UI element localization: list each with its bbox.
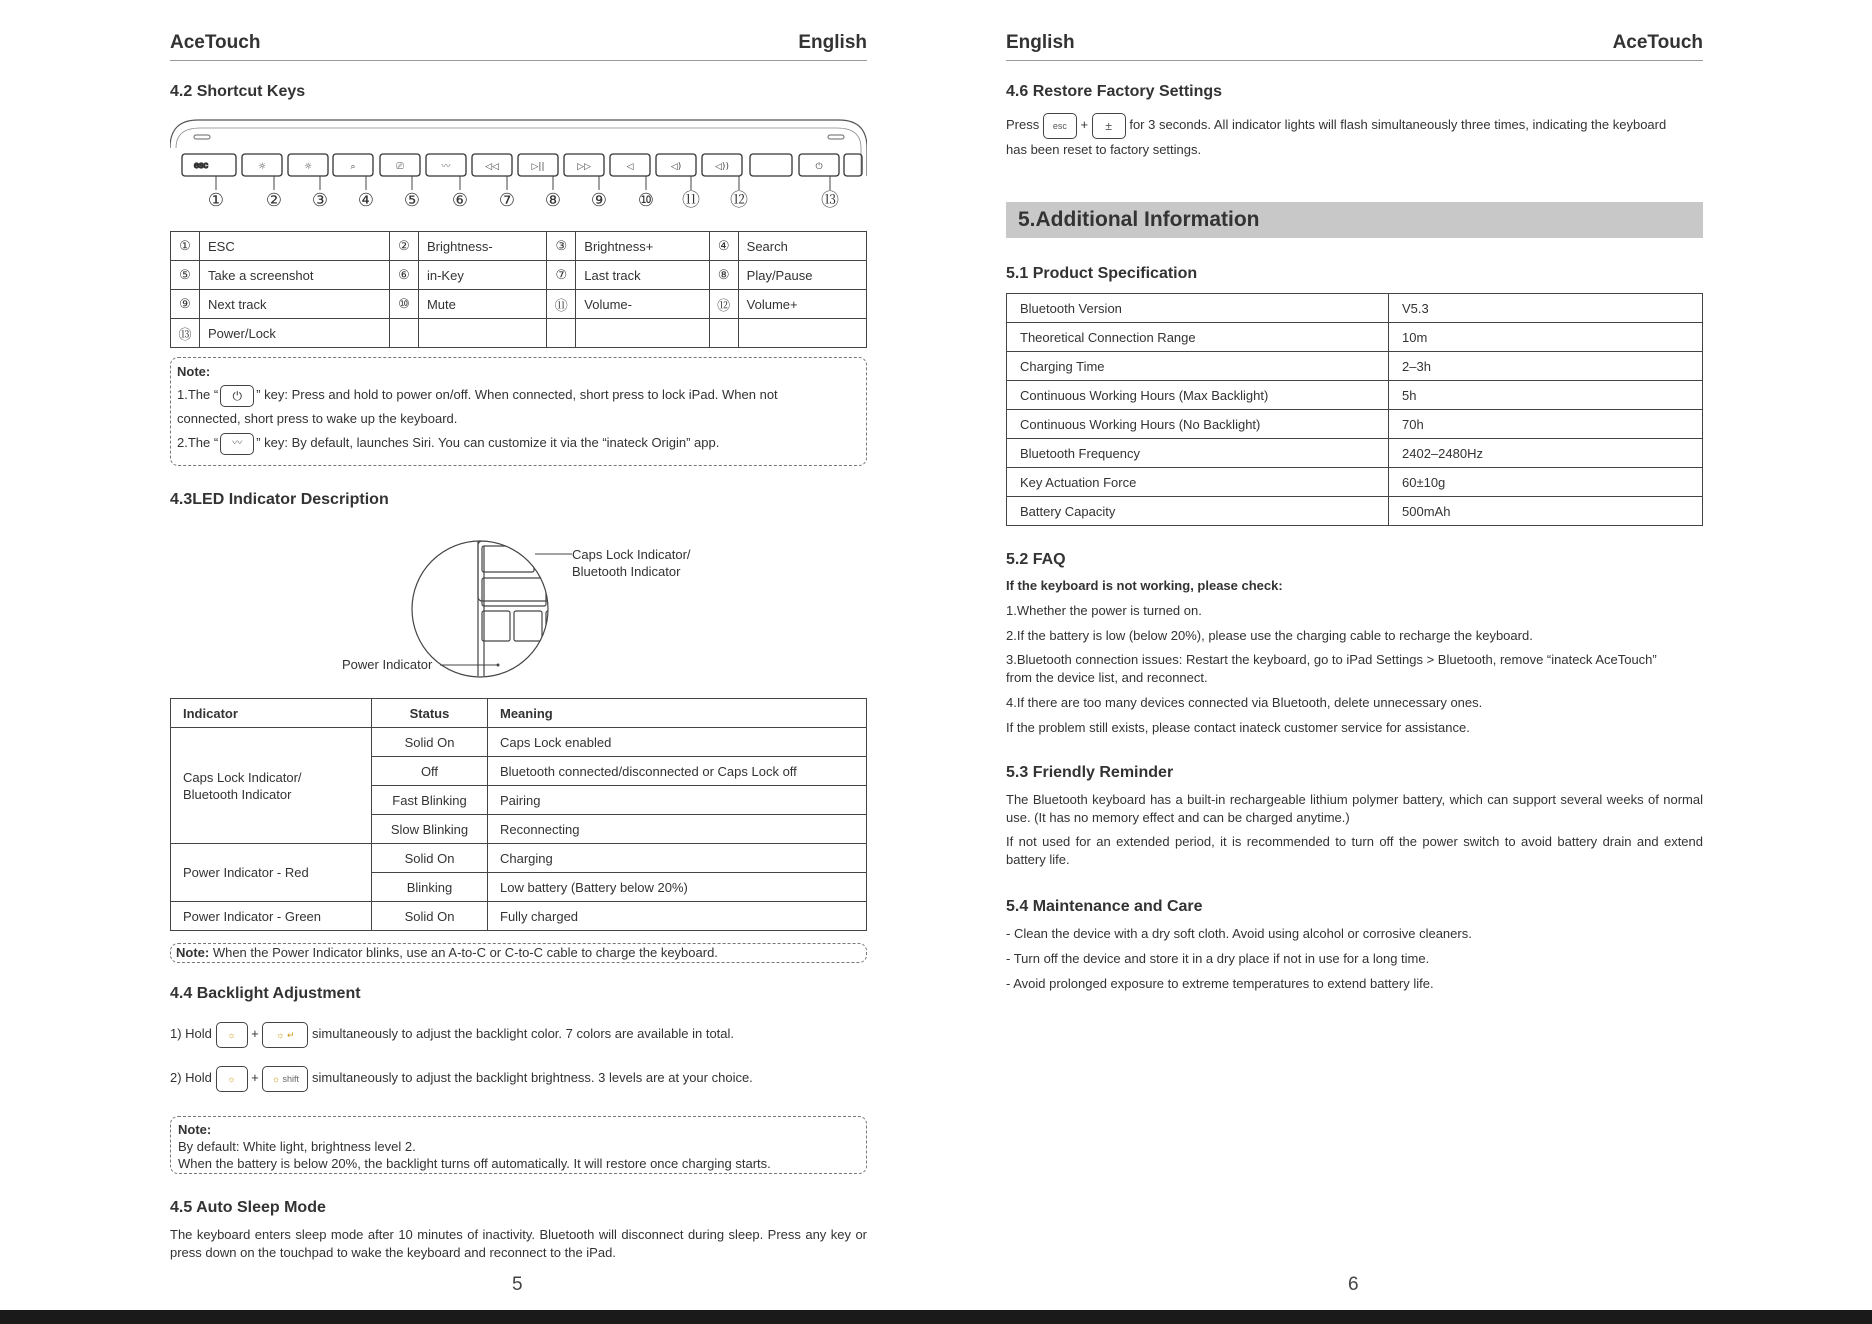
page-number: 6 — [1348, 1274, 1359, 1295]
key-glyph: ☼ — [303, 162, 313, 172]
led-group-power-red: Power Indicator - Red — [171, 844, 372, 902]
shortcut-label — [418, 319, 546, 348]
led-meaning: Bluetooth connected/disconnected or Caps Lock off — [488, 757, 867, 786]
backlight-note: Note: By default: White light, brightness level 2. When the battery is below 20%, the backlight turns off automatically. It will restore once charging starts. — [170, 1116, 867, 1174]
shortcut-number: ⑤ — [171, 261, 200, 290]
spec-title: 5.1 Product Specification — [1006, 265, 1198, 282]
faq-item: from the device list, and reconnect. — [1006, 670, 1208, 685]
led-status: Solid On — [372, 844, 488, 873]
shortcut-row — [171, 290, 867, 319]
note-line1-a: 1.The “ — [177, 387, 219, 402]
callout-number: ⑤ — [403, 190, 421, 210]
restore-line2: has been reset to factory settings. — [1006, 142, 1202, 157]
spec-value: 2–3h — [1389, 352, 1703, 381]
sleep-title: 4.5 Auto Sleep Mode — [170, 1199, 326, 1216]
callout-number: ⑧ — [544, 190, 562, 210]
spec-row — [1007, 410, 1703, 439]
esc-key-icon: esc — [1043, 113, 1077, 139]
led-table — [170, 698, 867, 931]
callout-number: ③ — [311, 190, 329, 210]
key-glyph: ◁ — [626, 162, 634, 172]
spec-key: Key Actuation Force — [1007, 468, 1389, 497]
siri-key-icon: 〰 — [220, 433, 254, 455]
shortcut-row — [171, 232, 867, 261]
spec-row — [1007, 439, 1703, 468]
left-header — [170, 30, 867, 61]
shortcut-label: Power/Lock — [200, 319, 390, 348]
shortcut-label: Last track — [576, 261, 709, 290]
shortcut-label — [738, 319, 866, 348]
care-title: 5.4 Maintenance and Care — [1006, 898, 1203, 915]
shortcut-number: ③ — [547, 232, 576, 261]
fn-key-icon: ☼ — [216, 1066, 248, 1092]
bottom-bar — [0, 1310, 1872, 1324]
led-meaning: Pairing — [488, 786, 867, 815]
faq-item: If the problem still exists, please contact inateck customer service for assistance. — [1006, 720, 1470, 735]
led-meaning: Fully charged — [488, 902, 867, 931]
callout-number: ⑬ — [821, 190, 839, 210]
key-glyph: ☼ — [257, 162, 267, 172]
shortcut-number: ⑧ — [709, 261, 738, 290]
shortcut-label: Search — [738, 232, 866, 261]
callout-number: ⑪ — [682, 190, 700, 210]
shortcut-label: in-Key — [418, 261, 546, 290]
shortcut-number: ⑩ — [389, 290, 418, 319]
spec-key: Bluetooth Version — [1007, 294, 1389, 323]
led-header-indicator: Indicator — [171, 699, 372, 728]
care-item: - Turn off the device and store it in a dry place if not in use for a long time. — [1006, 951, 1430, 966]
led-status: Solid On — [372, 728, 488, 757]
spec-value: 2402–2480Hz — [1389, 439, 1703, 468]
led-status: Slow Blinking — [372, 815, 488, 844]
keyboard-diagram — [170, 118, 867, 210]
key-glyph: ▷|| — [531, 162, 545, 172]
spec-value: 5h — [1389, 381, 1703, 410]
shortcut-note — [170, 357, 867, 466]
shortcut-label: Play/Pause — [738, 261, 866, 290]
restore-line1: Press esc + ± for 3 seconds. All indicator lights will flash simultaneously three times, indicating the keyboard — [1006, 111, 1666, 139]
shortcut-number: ④ — [709, 232, 738, 261]
power-key-icon: ⏻ — [220, 385, 254, 407]
note-line2: connected, short press to wake up the keyboard. — [177, 411, 458, 426]
spec-key: Charging Time — [1007, 352, 1389, 381]
led-group-power-green: Power Indicator - Green — [171, 902, 372, 931]
callout-number: ⑦ — [498, 190, 516, 210]
header-brand: AceTouch — [170, 32, 261, 53]
note-title: Note: — [177, 364, 211, 379]
key-glyph: ⎚ — [396, 162, 404, 172]
shortcut-number — [709, 319, 738, 348]
key-glyph: ⏻ — [815, 162, 823, 172]
note-line3-a: 2.The “ — [177, 435, 219, 450]
note-line3-b: ” key: By default, launches Siri. You can customize it via the “inateck Origin” app. — [256, 435, 720, 450]
led-header-status: Status — [372, 699, 488, 728]
spec-key: Battery Capacity — [1007, 497, 1389, 526]
plus-minus-key-icon: ± — [1092, 113, 1126, 139]
led-meaning: Charging — [488, 844, 867, 873]
led-status: Blinking — [372, 873, 488, 902]
spec-row — [1007, 468, 1703, 497]
shortcut-number: ⑪ — [547, 290, 576, 319]
right-header — [1006, 30, 1703, 61]
shortcut-number — [547, 319, 576, 348]
led-title: 4.3LED Indicator Description — [170, 491, 389, 508]
shortcut-label: Next track — [200, 290, 390, 319]
led-meaning: Caps Lock enabled — [488, 728, 867, 757]
shortcut-number: ② — [389, 232, 418, 261]
shortcut-number: ⑬ — [171, 319, 200, 348]
key-glyph: ◁◁ — [485, 162, 499, 172]
header-brand: AceTouch — [1612, 32, 1703, 53]
care-item: - Clean the device with a dry soft cloth. Avoid using alcohol or corrosive cleaners. — [1006, 926, 1472, 941]
led-status: Fast Blinking — [372, 786, 488, 815]
key-glyph: ⌕ — [350, 162, 356, 172]
shortcut-number: ⑥ — [389, 261, 418, 290]
shortcut-number — [389, 319, 418, 348]
faq-item: 3.Bluetooth connection issues: Restart the keyboard, go to iPad Settings > Bluetooth, remove “inateck AceTouch” — [1006, 652, 1657, 667]
shortcut-row — [171, 319, 867, 348]
key-glyph: 〰 — [441, 162, 451, 172]
spec-table — [1006, 293, 1703, 526]
page-number: 5 — [512, 1274, 523, 1295]
led-meaning: Reconnecting — [488, 815, 867, 844]
shortcut-table — [170, 231, 867, 348]
spec-row — [1007, 323, 1703, 352]
led-status: Off — [372, 757, 488, 786]
spec-row — [1007, 497, 1703, 526]
led-meaning: Low battery (Battery below 20%) — [488, 873, 867, 902]
spec-value: 500mAh — [1389, 497, 1703, 526]
sleep-text: The keyboard enters sleep mode after 10 minutes of inactivity. Bluetooth will disconnect during sleep. Press any key or press down on the touchpad to wake the keyboard and reconnect to the iPad. — [170, 1227, 867, 1260]
restore-title: 4.6 Restore Factory Settings — [1006, 83, 1223, 100]
shortcut-label: Volume+ — [738, 290, 866, 319]
shortcut-label: Mute — [418, 290, 546, 319]
led-status: Solid On — [372, 902, 488, 931]
key-glyph: ◁) — [670, 162, 682, 172]
reminder-p2: If not used for an extended period, it is recommended to turn off the power switch to avoid battery drain and extend battery life. — [1006, 834, 1703, 867]
spec-value: V5.3 — [1389, 294, 1703, 323]
right-page — [936, 0, 1872, 1310]
faq-item: 4.If there are too many devices connected via Bluetooth, delete unnecessary ones. — [1006, 695, 1483, 710]
caps-lock-label: Caps Lock Indicator/ Bluetooth Indicator — [572, 547, 691, 579]
keyboard-key — [182, 154, 236, 176]
backlight-line2: 2) Hold ☼ + ☼ shift simultaneously to adjust the backlight brightness. 3 levels are at your choice. — [170, 1064, 753, 1092]
reminder-title: 5.3 Friendly Reminder — [1006, 764, 1174, 781]
care-item: - Avoid prolonged exposure to extreme temperatures to extend battery life. — [1006, 976, 1434, 991]
header-language: English — [1006, 32, 1075, 53]
shortcut-label: Take a screenshot — [200, 261, 390, 290]
section-additional-info: 5.Additional Information — [1006, 202, 1703, 238]
callout-number: ② — [265, 190, 283, 210]
key-glyph: ▷▷ — [577, 162, 591, 172]
enter-key-icon: ☼ ↵ — [262, 1022, 308, 1048]
key-glyph: ◁)) — [715, 162, 729, 172]
shortcut-number: ① — [171, 232, 200, 261]
callout-number: ⑫ — [730, 190, 748, 210]
led-note: Note: When the Power Indicator blinks, use an A-to-C or C-to-C cable to charge the keyboard. — [170, 943, 867, 963]
keyboard-key — [750, 154, 792, 176]
faq-subtitle: If the keyboard is not working, please check: — [1006, 578, 1283, 593]
callout-number: ⑩ — [637, 190, 655, 210]
shortcut-number: ⑫ — [709, 290, 738, 319]
left-page — [0, 0, 936, 1310]
shortcut-number: ⑨ — [171, 290, 200, 319]
shift-key-icon: ☼ shift — [262, 1066, 308, 1092]
faq-title: 5.2 FAQ — [1006, 551, 1066, 568]
header-language: English — [798, 32, 867, 53]
shortcut-label: Volume- — [576, 290, 709, 319]
spec-value: 60±10g — [1389, 468, 1703, 497]
spec-key: Bluetooth Frequency — [1007, 439, 1389, 468]
spec-row — [1007, 352, 1703, 381]
faq-item: 1.Whether the power is turned on. — [1006, 603, 1202, 618]
spec-key: Continuous Working Hours (No Backlight) — [1007, 410, 1389, 439]
keyboard-key — [844, 154, 862, 176]
faq-item: 2.If the battery is low (below 20%), please use the charging cable to recharge the keyboard. — [1006, 628, 1533, 643]
note-line1-b: ” key: Press and hold to power on/off. When connected, short press to lock iPad. When not — [256, 387, 778, 402]
fn-key-icon: ☼ — [216, 1022, 248, 1048]
shortcut-label: ESC — [200, 232, 390, 261]
callout-number: ⑨ — [590, 190, 608, 210]
esc-key-label: esc — [194, 160, 209, 170]
spec-row — [1007, 294, 1703, 323]
backlight-title: 4.4 Backlight Adjustment — [170, 985, 361, 1002]
backlight-line1: 1) Hold ☼ + ☼ ↵ simultaneously to adjust the backlight color. 7 colors are available in total. — [170, 1020, 734, 1048]
shortcut-number: ⑦ — [547, 261, 576, 290]
callout-number: ① — [207, 190, 225, 210]
shortcut-label: Brightness+ — [576, 232, 709, 261]
spec-value: 70h — [1389, 410, 1703, 439]
spec-key: Continuous Working Hours (Max Backlight) — [1007, 381, 1389, 410]
power-indicator-label: Power Indicator — [342, 657, 433, 672]
led-group-caps: Caps Lock Indicator/ Bluetooth Indicator — [171, 728, 372, 844]
shortcut-label — [576, 319, 709, 348]
callout-number: ④ — [357, 190, 375, 210]
callout-number: ⑥ — [451, 190, 469, 210]
shortcut-title: 4.2 Shortcut Keys — [170, 83, 306, 100]
spec-key: Theoretical Connection Range — [1007, 323, 1389, 352]
reminder-p1: The Bluetooth keyboard has a built-in rechargeable lithium polymer battery, which can support several weeks of normal use. (It has no memory effect and can be charged anytime.) — [1006, 792, 1703, 825]
led-header-meaning: Meaning — [488, 699, 867, 728]
spec-row — [1007, 381, 1703, 410]
spec-value: 10m — [1389, 323, 1703, 352]
shortcut-row — [171, 261, 867, 290]
shortcut-label: Brightness- — [418, 232, 546, 261]
